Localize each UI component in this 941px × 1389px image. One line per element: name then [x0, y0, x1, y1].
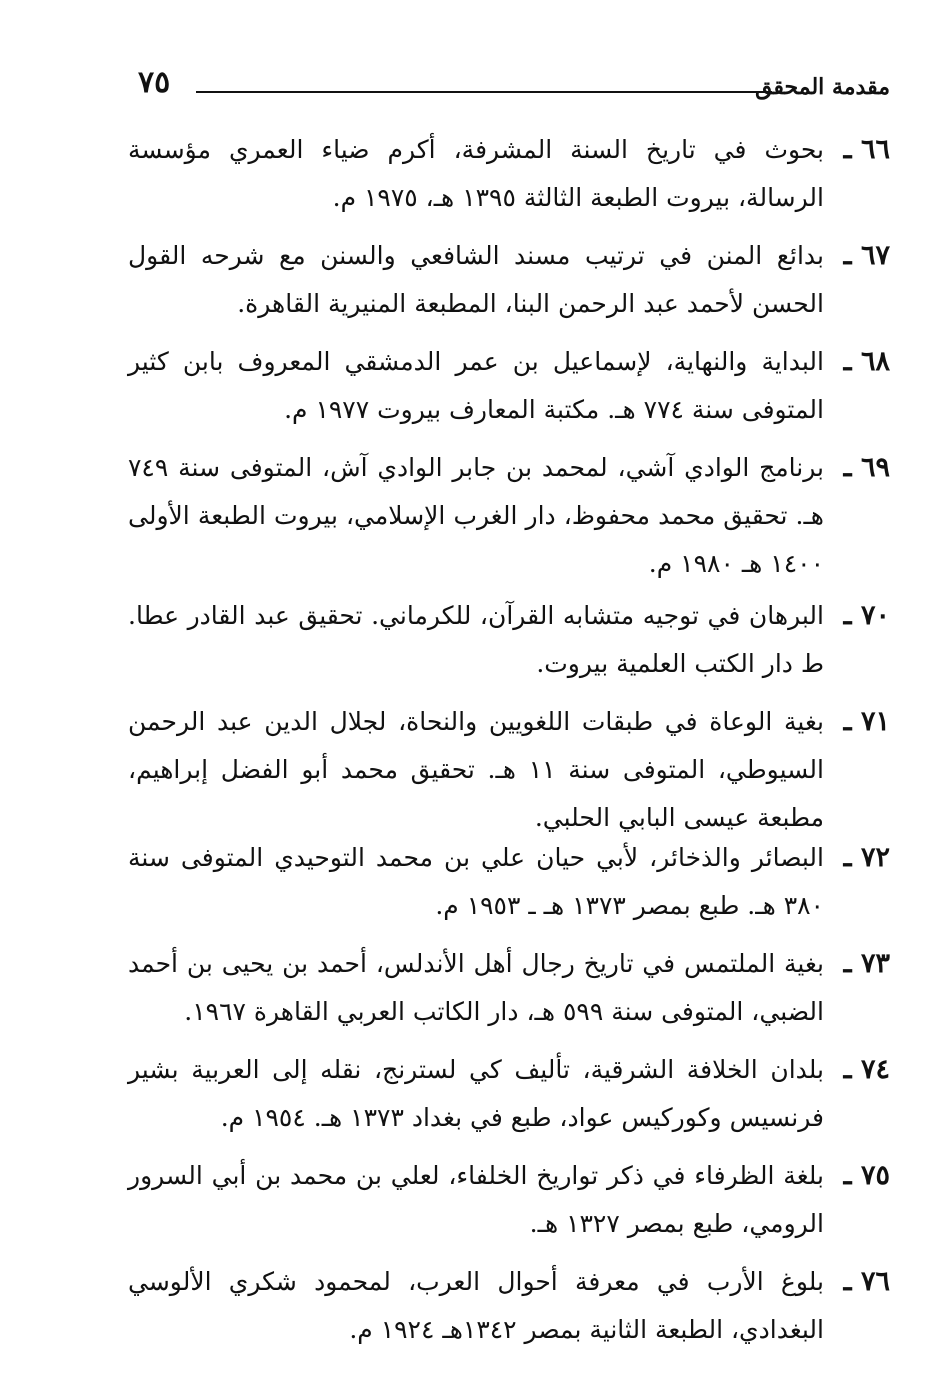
- entry-text: برنامج الوادي آشي، لمحمد بن جابر الوادي آش، المتوفى سنة ٧٤٩ هـ. تحقيق محمد محفوظ، دار الغرب الإسلامي، بيروت الطبعة الأولى ١٤٠٠ هـ ١٩٨٠ م.: [128, 453, 824, 578]
- bibliography-entry: [128, 338, 890, 444]
- entry-number: ٧٥ ـ: [843, 1160, 890, 1191]
- entry-text: البرهان في توجيه متشابه القرآن، للكرماني. تحقيق عبد القادر عطا. ط دار الكتب العلمية بيروت.: [128, 601, 824, 678]
- header-rule: [196, 91, 772, 93]
- entry-number: ٧٦ ـ: [843, 1266, 890, 1297]
- bibliography-entry: [128, 1152, 890, 1258]
- bibliography-entry: [128, 126, 890, 232]
- entry-text: بدائع المنن في ترتيب مسند الشافعي والسنن مع شرحه القول الحسن لأحمد عبد الرحمن البنا، المطبعة المنيرية القاهرة.: [128, 241, 824, 318]
- entry-text: بغية الوعاة في طبقات اللغويين والنحاة، لجلال الدين عبد الرحمن السيوطي، المتوفى سنة ١١ هـ. تحقيق محمد أبو الفضل إبراهيم، مطبعة عيسى البابي الحلبي.: [128, 707, 824, 832]
- entry-number: ٦٧ ـ: [843, 240, 890, 271]
- entry-number: ٧٤ ـ: [843, 1054, 890, 1085]
- bibliography-entry: [128, 940, 890, 1046]
- entry-number: ٧١ ـ: [843, 706, 890, 737]
- page-header: [138, 62, 890, 102]
- entry-number: ٧٣ ـ: [843, 948, 890, 979]
- bibliography-entry: [128, 444, 890, 592]
- entry-number: ٧٢ ـ: [843, 842, 890, 873]
- page-number: ٧٥: [138, 65, 171, 100]
- entry-text: بغية الملتمس في تاريخ رجال أهل الأندلس، أحمد بن يحيى بن أحمد الضبي، المتوفى سنة ٥٩٩ هـ، دار الكاتب العربي القاهرة ١٩٦٧.: [128, 949, 824, 1026]
- entry-number: ٦٦ ـ: [843, 134, 890, 165]
- running-title: مقدمة المحقق: [755, 74, 890, 100]
- entry-number: ٦٩ ـ: [843, 452, 890, 483]
- bibliography-entry: [128, 698, 890, 834]
- entry-text: البداية والنهاية، لإسماعيل بن عمر الدمشقي المعروف بابن كثير المتوفى سنة ٧٧٤ هـ. مكتبة المعارف بيروت ١٩٧٧ م.: [128, 347, 824, 424]
- entry-text: بلوغ الأرب في معرفة أحوال العرب، لمحمود شكري الألوسي البغدادي، الطبعة الثانية بمصر ١٣٤٢هـ ١٩٢٤ م.: [128, 1267, 824, 1344]
- bibliography-entry: [128, 592, 890, 698]
- bibliography-entry: [128, 1258, 890, 1364]
- bibliography-entry: [128, 834, 890, 940]
- entry-text: بحوث في تاريخ السنة المشرفة، أكرم ضياء العمري مؤسسة الرسالة، بيروت الطبعة الثالثة ١٣٩٥ هـ، ١٩٧٥ م.: [128, 135, 824, 212]
- entry-number: ٦٨ ـ: [843, 346, 890, 377]
- bibliography-list: [128, 126, 890, 1364]
- entry-text: بلغة الظرفاء في ذكر تواريخ الخلفاء، لعلي بن محمد بن أبي السرور الرومي، طبع بمصر ١٣٢٧ هـ.: [128, 1161, 824, 1238]
- entry-text: بلدان الخلافة الشرقية، تأليف كي لسترنج، نقله إلى العربية بشير فرنسيس وكوركيس عواد، طبع في بغداد ١٣٧٣ هـ. ١٩٥٤ م.: [128, 1055, 824, 1132]
- bibliography-entry: [128, 232, 890, 338]
- entry-text: البصائر والذخائر، لأبي حيان علي بن محمد التوحيدي المتوفى سنة ٣٨٠ هـ. طبع بمصر ١٣٧٣ هـ ـ ١٩٥٣ م.: [128, 843, 824, 920]
- entry-number: ٧٠ ـ: [843, 600, 890, 631]
- bibliography-entry: [128, 1046, 890, 1152]
